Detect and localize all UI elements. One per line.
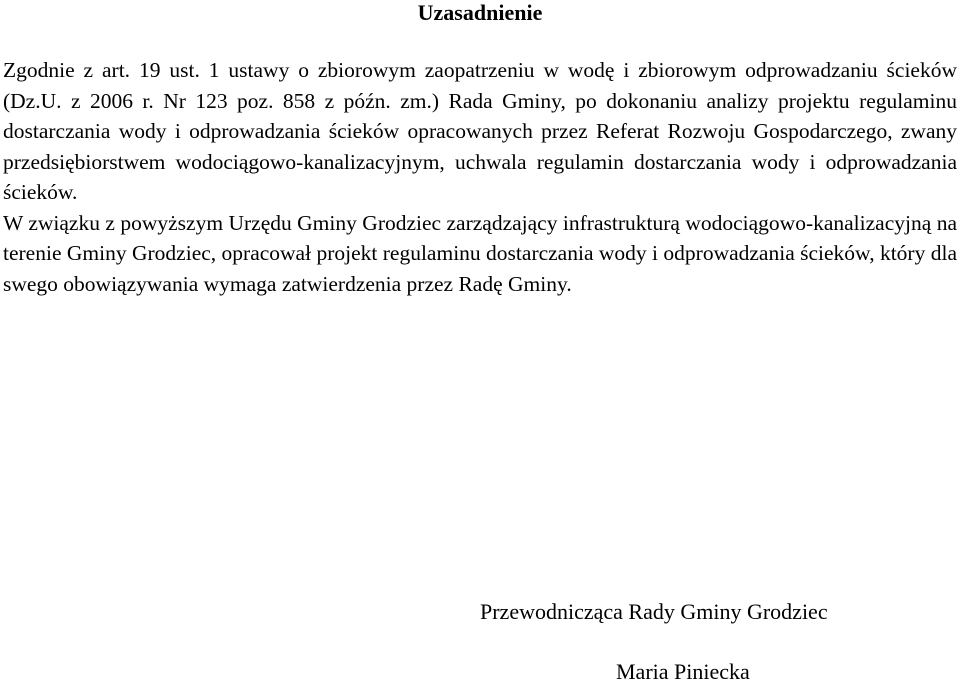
paragraph-legal-basis: Zgodnie z art. 19 ust. 1 ustawy o zbiorowym zaopatrzeniu w wodę i zbiorowym odprowadzaniu ścieków (Dz.U. z 2006 r. Nr 123 poz. 858 z późn. zm.) Rada Gminy, po dokonaniu analizy projektu regulaminu dostarczania wody i odprowadzania ścieków opracowanych przez Referat Rozwoju Gospodarczego, zwany przedsiębiorstwem wodociągowo-kanalizacyjnym, uchwala regulamin dostarczania wody i odprowadzania ścieków. xyxy=(3,58,957,204)
signature-name: Maria Piniecka xyxy=(616,659,750,684)
paragraph-justification: W związku z powyższym Urzędu Gminy Grodziec zarządzający infrastrukturą wodociągowo-kanalizacyjną na terenie Gminy Grodziec, opracował projekt regulaminu dostarczania wody i odprowadzania ścieków, który dla swego obowiązywania wymaga zatwierdzenia przez Radę Gminy. xyxy=(3,210,957,296)
document-heading: Uzasadnienie xyxy=(417,0,543,25)
signature-title: Przewodnicząca Rady Gminy Grodziec xyxy=(480,599,828,624)
document-body xyxy=(3,55,957,299)
